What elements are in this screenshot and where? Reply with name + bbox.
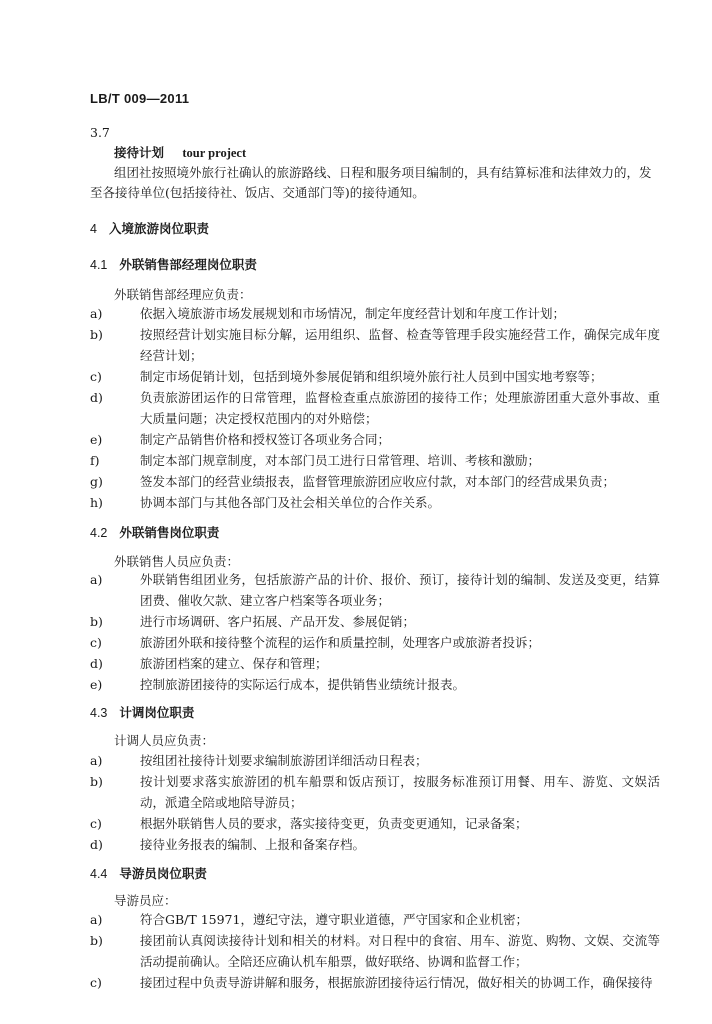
section-4-heading	[90, 221, 209, 237]
section-title: 导游员岗位职责	[119, 866, 207, 881]
item-text: 接团过程中负责导游讲解和服务，根据旅游团接待运行情况，做好相关的协调工作，确保接待	[140, 975, 653, 990]
list-item	[90, 611, 660, 632]
item-label: b)	[90, 614, 103, 629]
item-label: a)	[90, 912, 103, 927]
section-number: 4.3	[90, 706, 108, 720]
list-item	[90, 387, 660, 429]
item-label: d)	[90, 656, 103, 671]
list-item	[90, 813, 660, 834]
list-item	[90, 569, 660, 611]
section-4-3-heading	[90, 705, 194, 721]
item-label: c)	[90, 975, 102, 990]
term-chinese: 接待计划	[114, 145, 165, 160]
list-item	[90, 750, 660, 771]
item-label: f)	[90, 453, 100, 468]
item-label: a)	[90, 572, 103, 587]
section-title: 外联销售岗位职责	[119, 525, 220, 540]
section-intro: 导游员应：	[114, 893, 177, 908]
item-label: c)	[90, 635, 102, 650]
section-title: 入境旅游岗位职责	[108, 221, 209, 236]
item-label: d)	[90, 837, 103, 852]
item-label: g)	[90, 474, 103, 489]
standard-code-header: LB/T 009—2011	[90, 91, 190, 106]
item-text: 制定市场促销计划，包括到境外参展促销和组织境外旅行社人员到中国实地考察等；	[140, 369, 603, 384]
item-label: c)	[90, 369, 102, 384]
item-text: 依据入境旅游市场发展规划和市场情况，制定年度经营计划和年度工作计划；	[140, 306, 566, 321]
item-text: 进行市场调研、客户拓展、产品开发、参展促销；	[140, 614, 416, 629]
list-item	[90, 492, 660, 513]
list-item	[90, 972, 660, 993]
item-label: c)	[90, 816, 102, 831]
item-text: 按照经营计划实施目标分解，运用组织、监督、检查等管理手段实施经营工作，确保完成年度经营计划；	[140, 327, 660, 363]
section-number: 4.1	[90, 258, 108, 272]
section-title: 计调岗位职责	[119, 705, 195, 720]
item-label: d)	[90, 390, 103, 405]
item-text: 符合GB/T 15971，遵纪守法，遵守职业道德，严守国家和企业机密；	[140, 912, 528, 927]
list-item	[90, 771, 660, 813]
item-label: a)	[90, 306, 103, 321]
list-item	[90, 429, 660, 450]
list-item	[90, 653, 660, 674]
term-heading	[114, 145, 246, 161]
item-label: a)	[90, 753, 103, 768]
item-text: 负责旅游团运作的日常管理，监督检查重点旅游团的接待工作；处理旅游团重大意外事故、重大质量问题；决定授权范围内的对外赔偿；	[140, 390, 660, 426]
item-label: b)	[90, 327, 103, 342]
section-title: 外联销售部经理岗位职责	[119, 257, 257, 272]
list-item	[90, 450, 660, 471]
list-item	[90, 674, 660, 695]
item-text: 按计划要求落实旅游团的机车船票和饭店预订，按服务标准预订用餐、用车、游览、文娱活动，派遣全陪或地陪导游员；	[140, 774, 660, 810]
item-label: e)	[90, 432, 103, 447]
section-4-1-heading	[90, 257, 257, 273]
item-text: 旅游团档案的建立、保存和管理；	[140, 656, 328, 671]
clause-number: 3.7	[90, 125, 110, 140]
list-item	[90, 909, 660, 930]
section-intro: 外联销售人员应负责：	[114, 554, 240, 569]
section-intro: 外联销售部经理应负责：	[114, 287, 252, 302]
term-english: tour project	[182, 146, 247, 160]
item-label: b)	[90, 774, 103, 789]
item-text: 制定产品销售价格和授权签订各项业务合同；	[140, 432, 391, 447]
list-item	[90, 303, 660, 324]
item-text: 控制旅游团接待的实际运行成本，提供销售业绩统计报表。	[140, 677, 466, 692]
item-text: 接团前认真阅读接待计划和相关的材料。对日程中的食宿、用车、游览、购物、文娱、交流等活动提前确认。全陪还应确认机车船票，做好联络、协调和监督工作；	[140, 933, 660, 969]
section-4-2-heading	[90, 525, 219, 541]
list-item	[90, 930, 660, 972]
item-label: h)	[90, 495, 103, 510]
item-label: b)	[90, 933, 103, 948]
list-item	[90, 834, 660, 855]
definition-line-2: 至各接待单位(包括接待社、饭店、交通部门等)的接待通知。	[90, 185, 425, 200]
section-number: 4.4	[90, 867, 108, 881]
item-text: 制定本部门规章制度，对本部门员工进行日常管理、培训、考核和激励；	[140, 453, 541, 468]
item-text: 根据外联销售人员的要求，落实接待变更，负责变更通知，记录备案；	[140, 816, 528, 831]
item-text: 外联销售组团业务，包括旅游产品的计价、报价、预订，接待计划的编制、发送及变更，结算团费、催收欠款、建立客户档案等各项业务；	[140, 572, 660, 608]
definition-line-1: 组团社按照境外旅行社确认的旅游路线、日程和服务项目编制的，具有结算标准和法律效力的，发	[114, 165, 652, 180]
item-text: 接待业务报表的编制、上报和备案存档。	[140, 837, 366, 852]
item-text: 按组团社接待计划要求编制旅游团详细活动日程表；	[140, 753, 428, 768]
list-item	[90, 471, 660, 492]
list-item	[90, 632, 660, 653]
list-item	[90, 366, 660, 387]
item-text: 签发本部门的经营业绩报表，监督管理旅游团应收应付款，对本部门的经营成果负责；	[140, 474, 616, 489]
item-text: 旅游团外联和接待整个流程的运作和质量控制，处理客户或旅游者投诉；	[140, 635, 541, 650]
section-4-4-heading	[90, 866, 207, 882]
item-label: e)	[90, 677, 103, 692]
list-item	[90, 324, 660, 366]
section-intro: 计调人员应负责：	[114, 733, 215, 748]
item-text: 协调本部门与其他各部门及社会相关单位的合作关系。	[140, 495, 441, 510]
section-number: 4	[90, 222, 97, 236]
section-number: 4.2	[90, 526, 108, 540]
